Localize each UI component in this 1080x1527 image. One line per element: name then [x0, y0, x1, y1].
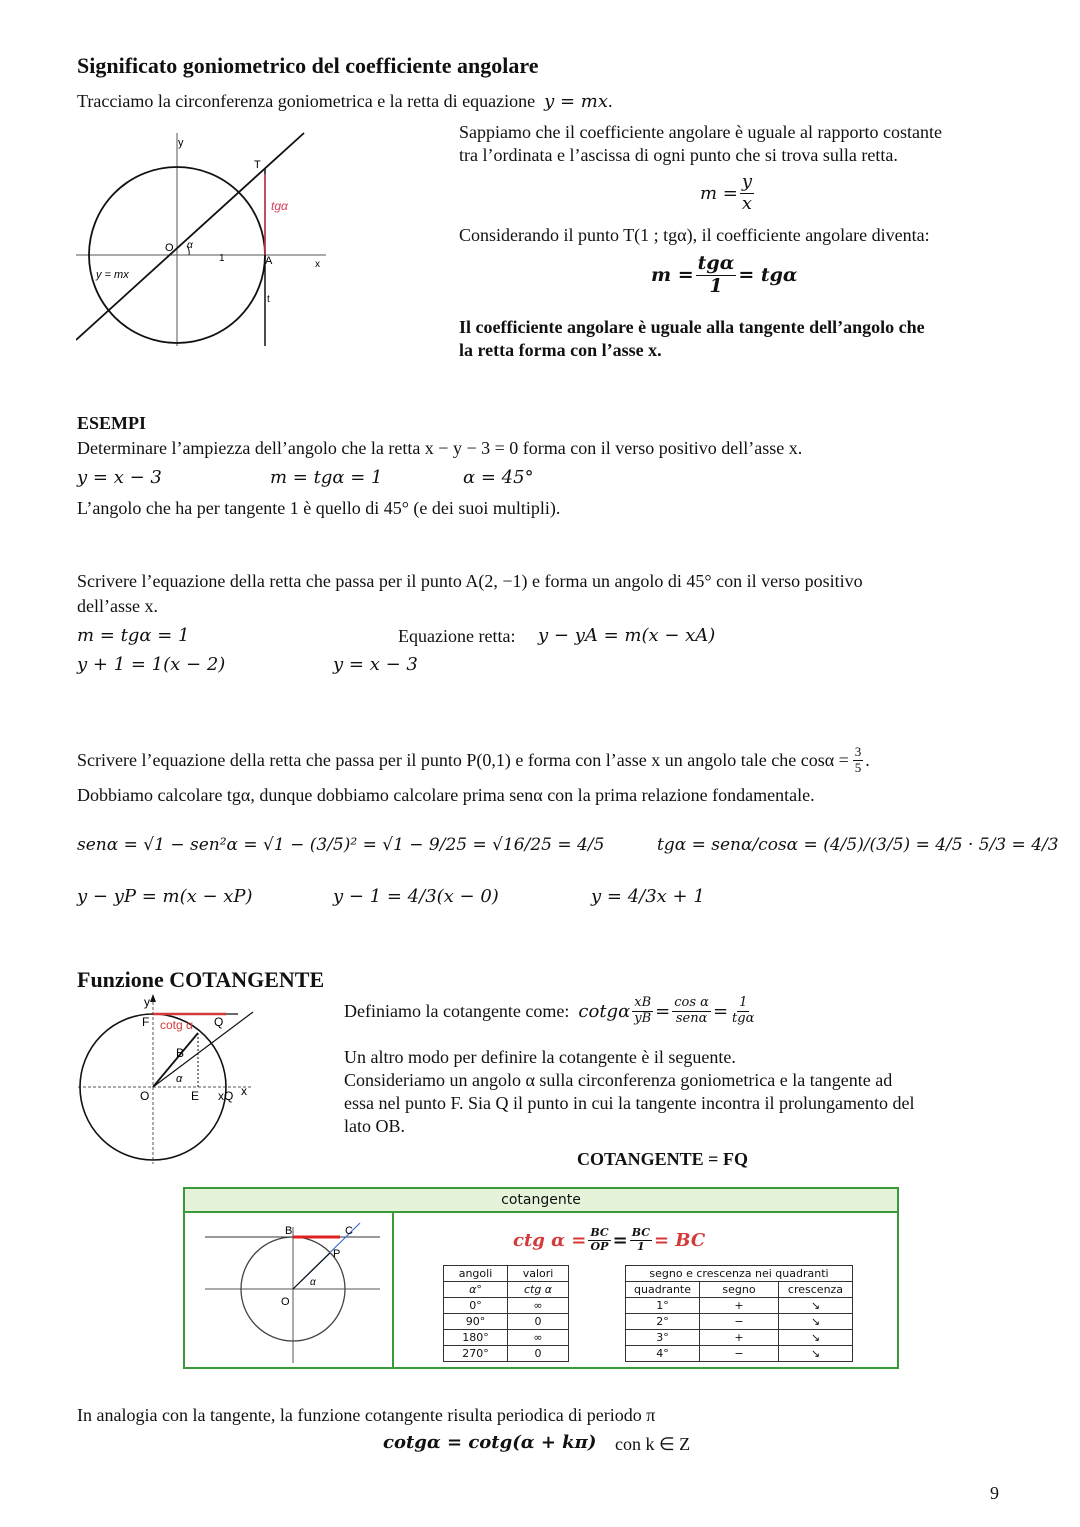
tga-label: tgα — [271, 199, 288, 213]
point-t-text: Considerando il punto T(1 ; tgα), il coefficiente angolare diventa: — [459, 225, 930, 245]
table-row — [626, 1346, 853, 1362]
def-f2-num: cos α — [674, 995, 709, 1010]
intro-equation: y = mx — [544, 91, 609, 112]
table-row — [444, 1314, 569, 1330]
example-3-sen-calculation: senα = √1 − sen²α = √1 − (3/5)² = √1 − 9/25 = √16/25 = 4/5 — [77, 835, 605, 855]
sign-head-quadrant: quadrante — [626, 1282, 700, 1298]
sign-cell: − — [700, 1314, 779, 1330]
example-2-text-1: Scrivere l’equazione della retta che passa per il punto A(2, −1) e forma un angolo di 45° con il verso positivo — [77, 571, 863, 591]
sign-table-title: segno e crescenza nei quadranti — [626, 1266, 853, 1282]
examples-heading: ESEMPI — [77, 413, 147, 433]
cotg-label: cotg α — [160, 1018, 193, 1032]
example-2-eq3: y = x − 3 — [333, 654, 418, 675]
values-table — [443, 1265, 569, 1362]
conclusion-line-1: Il coefficiente angolare è uguale alla tangente dell’angolo che — [459, 317, 925, 337]
cotangent-para-line-3: essa nel punto F. Sia Q il punto in cui la tangente incontra il prolungamento del — [344, 1093, 915, 1113]
example-1-text: Determinare l’ampiezza dell’angolo che la retta x − y − 3 = 0 forma con il verso positivo dell’asse x. — [77, 438, 803, 458]
cos-denominator: 5 — [854, 759, 862, 775]
def-f1-num: xB — [634, 995, 652, 1010]
conclusion-line-2: la retta forma con l’asse x. — [459, 340, 662, 360]
sign-cell: − — [700, 1346, 779, 1362]
cotangent-summary-table — [183, 1187, 899, 1369]
point-f-label: F — [142, 1015, 150, 1029]
sign-head-sign: segno — [700, 1282, 779, 1298]
m-denominator: x — [741, 192, 753, 214]
def-f3-num: 1 — [739, 995, 748, 1010]
growth-cell: ↘ — [779, 1298, 853, 1314]
cot-y-label: y — [144, 995, 150, 1009]
example-1-eq1: y = x − 3 — [77, 467, 162, 488]
point-a-label: A — [265, 255, 273, 267]
paragraph-1-line-2: tra l’ordinata e l’ascissa di ogni punto che si trova sulla retta. — [459, 145, 898, 165]
ctg-label: ctg α = — [513, 1229, 587, 1251]
quadrant-cell: 1° — [626, 1298, 700, 1314]
example-3-eq3: y = 4/3x + 1 — [591, 886, 705, 907]
example-2-eq-label: Equazione retta: — [398, 626, 516, 646]
x-axis-label: x — [315, 259, 320, 270]
example-3-text-1: Scrivere l’equazione della retta che passa per il punto P(0,1) e forma con l’asse x un angolo tale che cosα = — [77, 749, 849, 770]
value-cell: ∞ — [508, 1330, 569, 1346]
period-equation: cotgα = cotg(α + kπ) — [383, 1432, 597, 1453]
paragraph-1-line-1: Sappiamo che il coefficiente angolare è uguale al rapporto costante — [459, 122, 942, 142]
origin-label: O — [165, 242, 174, 254]
example-2-eq1: m = tgα = 1 — [77, 625, 190, 646]
cotangent-para-line-1: Un altro modo per definire la cotangente è il seguente. — [344, 1047, 736, 1067]
table-row — [626, 1298, 853, 1314]
quadrant-cell: 3° — [626, 1330, 700, 1346]
xq-label: xQ — [218, 1089, 234, 1103]
alpha-label: α — [187, 240, 193, 251]
value-cell: ∞ — [508, 1298, 569, 1314]
growth-cell: ↘ — [779, 1314, 853, 1330]
y-axis-label: y — [178, 137, 184, 149]
summary-table-header: cotangente — [185, 1189, 897, 1213]
example-2-text-2: dell’asse x. — [77, 596, 158, 616]
page-number: 9 — [990, 1483, 999, 1503]
example-3-eq1: y − yP = m(x − xP) — [77, 886, 253, 907]
intro-text: Tracciamo la circonferenza goniometrica e la retta di equazione — [77, 91, 536, 111]
def-f3-den: tgα — [732, 1010, 755, 1026]
growth-cell: ↘ — [779, 1346, 853, 1362]
formula-rhs: = tgα — [738, 264, 798, 287]
ctg-f1-den: OP — [590, 1239, 609, 1253]
sign-head-growth: crescenza — [779, 1282, 853, 1298]
value-cell: 0 — [508, 1314, 569, 1330]
def-f1-den: yB — [634, 1010, 652, 1026]
angle-cell: 0° — [444, 1298, 508, 1314]
summary-alpha-label: α — [310, 1277, 316, 1288]
period-condition: con k ∈ Z — [615, 1434, 691, 1454]
summary-c-label: C — [345, 1225, 353, 1237]
unit-label: 1 — [219, 253, 225, 264]
ctg-f2-den: 1 — [636, 1239, 645, 1253]
summary-p-label: P — [333, 1248, 341, 1260]
cotangent-definition: Definiamo la cotangente come: cotgα $\frac{xB}{yB}$ = $\frac{\text{cos α}}{\text{senα}}$ = $\frac{1}{\text{tgα}}$ — [344, 995, 755, 1026]
formula-m: m = — [651, 264, 694, 287]
cos-numerator: 3 — [854, 744, 862, 759]
example-1-eq2: m = tgα = 1 — [270, 467, 383, 488]
cot-origin-label: O — [140, 1089, 150, 1103]
growth-cell: ↘ — [779, 1330, 853, 1346]
table-row — [444, 1298, 569, 1314]
ctg-f2-num: BC — [631, 1226, 650, 1239]
cotangent-para-line-2: Consideriamo un angolo α sulla circonferenza goniometrica e la tangente ad — [344, 1070, 893, 1090]
sign-cell: + — [700, 1298, 779, 1314]
example-1-eq3: α = 45° — [463, 467, 534, 488]
goniometric-circle-figure — [76, 128, 416, 348]
values-head-values: valori — [508, 1266, 569, 1282]
cotangent-formula: COTANGENTE = FQ — [577, 1149, 748, 1169]
example-2-eq-retta: y − yA = m(x − xA) — [538, 625, 716, 646]
def-f2-den: senα — [675, 1010, 708, 1026]
point-e-label: E — [191, 1089, 200, 1103]
ctg-formula: ctg α = $\frac{BC}{OP}$ = $\frac{BC}{1}$ = BC — [513, 1226, 706, 1253]
section-title: Significato goniometrico del coefficiente angolare — [77, 53, 539, 78]
formula-denominator: 1 — [709, 274, 723, 297]
sign-cell: + — [700, 1330, 779, 1346]
ctg-result: = BC — [653, 1229, 706, 1251]
cot-x-label: x — [241, 1084, 247, 1098]
tangent-line-label: t — [267, 294, 270, 305]
definition-label: Definiamo la cotangente come: — [344, 1000, 570, 1021]
example-2-eq2: y + 1 = 1(x − 2) — [77, 654, 226, 675]
value-cell: 0 — [508, 1346, 569, 1362]
angle-cell: 90° — [444, 1314, 508, 1330]
definition-lhs: cotgα — [578, 1000, 631, 1022]
cotangent-title: Funzione COTANGENTE — [77, 967, 325, 992]
example-3-eq2: y − 1 = 4/3(x − 0) — [333, 886, 499, 907]
m-ratio-formula — [700, 172, 756, 214]
sign-table — [625, 1265, 853, 1362]
point-t-label: T — [254, 159, 261, 171]
m-label: m = — [700, 182, 738, 204]
example-3-tg-calculation: tgα = senα/cosα = (4/5)/(3/5) = 4/5 · 5/3 = 4/3 — [657, 835, 1059, 855]
table-row — [626, 1330, 853, 1346]
quadrant-cell: 2° — [626, 1314, 700, 1330]
m-tga-formula — [651, 253, 798, 298]
intro-end: . — [608, 91, 613, 111]
formula-numerator: tgα — [697, 252, 735, 274]
ctg-f1-num: BC — [590, 1226, 609, 1239]
example-1-note: L’angolo che ha per tangente 1 è quello di 45° (e dei suoi multipli). — [77, 498, 561, 518]
summary-o-label: O — [281, 1296, 290, 1308]
intro-line — [77, 90, 613, 113]
summary-circle-figure — [195, 1217, 385, 1365]
point-b-label: B — [176, 1046, 185, 1060]
example-3-text-1-line: Scrivere l’equazione della retta che passa per il punto P(0,1) e forma con l’asse x un angolo tale che cosα = $\frac{3}{5}$ . — [77, 744, 870, 775]
table-row — [444, 1346, 569, 1362]
line-equation-label: y = mx — [96, 269, 129, 281]
period-text: In analogia con la tangente, la funzione cotangente risulta periodica di periodo π — [77, 1405, 656, 1425]
table-row — [444, 1330, 569, 1346]
m-numerator: y — [741, 171, 753, 192]
table-row — [626, 1314, 853, 1330]
values-sub-angle: α° — [444, 1282, 508, 1298]
angle-cell: 180° — [444, 1330, 508, 1346]
point-q-label: Q — [214, 1015, 224, 1029]
values-head-angles: angoli — [444, 1266, 508, 1282]
values-sub-ctg: ctg α — [508, 1282, 569, 1298]
quadrant-cell: 4° — [626, 1346, 700, 1362]
cotangent-para-line-4: lato OB. — [344, 1116, 405, 1136]
example-3-text-2: Dobbiamo calcolare tgα, dunque dobbiamo calcolare prima senα con la prima relazione fondamentale. — [77, 785, 815, 805]
summary-b-label: B — [285, 1225, 293, 1237]
angle-cell: 270° — [444, 1346, 508, 1362]
cotangent-circle-figure — [78, 992, 258, 1167]
cot-alpha-label: α — [176, 1073, 183, 1085]
